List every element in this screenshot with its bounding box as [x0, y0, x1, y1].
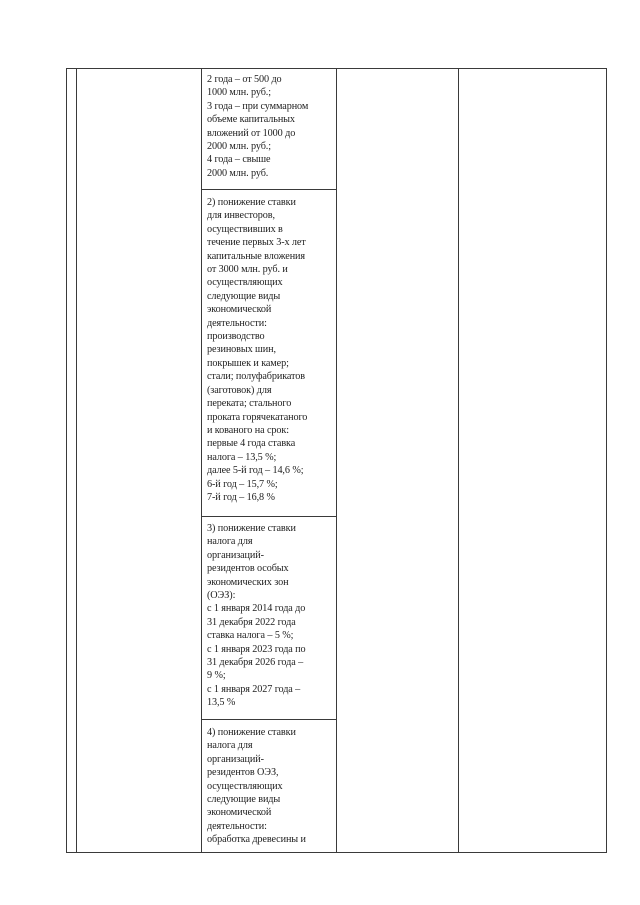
table-column-divider-3 — [336, 68, 337, 853]
table-border-right — [606, 68, 607, 853]
table-column-divider-1 — [76, 68, 77, 853]
table-cell-text: 2 года – от 500 до 1000 млн. руб.; 3 года – при суммарном объеме капитальных вложений от 1000 до 2000 млн. руб.; 4 года – свыше 2000 млн. руб. — [207, 74, 309, 179]
table-cell-text: 4) понижение ставки налога для организаций- резидентов ОЭЗ, осуществляющих следующие виды экономической деятельности: обработка древесины и — [207, 727, 306, 846]
cell-divider-2 — [201, 516, 337, 517]
table-border-left — [66, 68, 67, 853]
table-column-divider-2 — [201, 68, 202, 853]
table-column-divider-4 — [458, 68, 459, 853]
table-border-top — [66, 68, 607, 69]
cell-divider-3 — [201, 719, 337, 720]
cell-divider-1 — [201, 189, 337, 190]
table-cell-text: 3) понижение ставки налога для организаций- резидентов особых экономических зон (ОЭЗ): с 1 января 2014 года до 31 декабря 2022 года ставка налога – 5 %; с 1 января 2023 года по 31 декабря 2026 года – 9 %; с 1 января 2027 года – 13,5 % — [207, 523, 306, 709]
table-border-bottom — [66, 852, 607, 853]
table-cell-text: 2) понижение ставки для инвесторов, осуществивших в течение первых 3-х лет капитальные вложения от 3000 млн. руб. и осуществляющих следующие виды экономической деятельности: производство резиновых шин, покрышек и камер; стали; полуфабрикатов (заготовок) для переката; стального проката горячекатаного и кованого на срок: первые 4 года ставка налога – 13,5 %; далее 5-й год – 14,6 %; 6-й год – 15,7 %; 7-й год – 16,8 % — [207, 197, 308, 503]
